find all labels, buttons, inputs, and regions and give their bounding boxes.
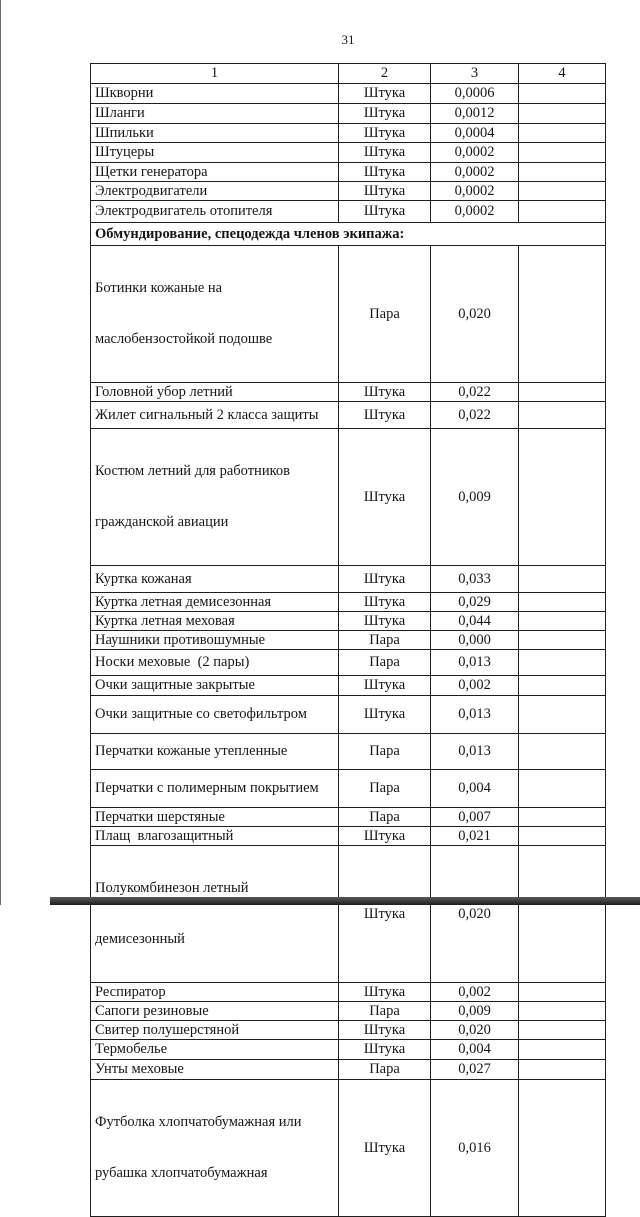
empty-cell <box>519 631 606 650</box>
item-name: Очки защитные закрытые <box>91 676 339 696</box>
norm-value: 0,0002 <box>431 182 519 201</box>
empty-cell <box>519 1040 606 1060</box>
item-name-line: рубашка хлопчатобумажная <box>95 1165 268 1181</box>
norm-value: 0,0006 <box>431 84 519 104</box>
table-row <box>91 402 606 429</box>
norms-table <box>90 63 606 1217</box>
empty-cell <box>519 846 606 983</box>
unit: Штука <box>339 1040 431 1060</box>
norm-value: 0,013 <box>431 650 519 676</box>
empty-cell <box>519 650 606 676</box>
empty-cell <box>519 1021 606 1040</box>
norm-value: 0,029 <box>431 593 519 612</box>
item-name: Электродвигатель отопителя <box>91 201 339 223</box>
item-name: Штуцеры <box>91 143 339 163</box>
table-row <box>91 383 606 402</box>
column-header-3: 3 <box>431 64 519 84</box>
unit: Пара <box>339 808 431 827</box>
item-name: Термобелье <box>91 1040 339 1060</box>
item-name <box>91 429 339 566</box>
norm-value: 0,027 <box>431 1060 519 1080</box>
unit: Пара <box>339 631 431 650</box>
unit: Штука <box>339 201 431 223</box>
empty-cell <box>519 1080 606 1217</box>
unit: Штука <box>339 104 431 124</box>
norm-value: 0,021 <box>431 827 519 846</box>
item-name-line: Полукомбинезон летный <box>95 880 249 896</box>
item-name-line: Футболка хлопчатобумажная или <box>95 1114 302 1130</box>
item-name-line: маслобензостойкой подошве <box>95 331 273 347</box>
table-row <box>91 84 606 104</box>
column-header-4: 4 <box>519 64 606 84</box>
table-row <box>91 201 606 223</box>
section-row <box>91 223 606 246</box>
empty-cell <box>519 612 606 631</box>
norm-value: 0,016 <box>431 1080 519 1217</box>
norm-value: 0,002 <box>431 676 519 696</box>
section-title: Обмундирование, спецодежда членов экипажа: <box>91 223 606 246</box>
table-row <box>91 429 606 566</box>
empty-cell <box>519 143 606 163</box>
item-name: Перчатки с полимерным покрытием <box>91 770 339 808</box>
empty-cell <box>519 1002 606 1021</box>
empty-cell <box>519 201 606 223</box>
norm-value: 0,002 <box>431 983 519 1002</box>
unit: Пара <box>339 1060 431 1080</box>
table-row <box>91 1021 606 1040</box>
item-name: Жилет сигнальный 2 класса защиты <box>91 402 339 429</box>
unit: Штука <box>339 846 431 983</box>
unit: Штука <box>339 429 431 566</box>
norm-value: 0,020 <box>431 1021 519 1040</box>
table-row <box>91 1040 606 1060</box>
unit: Штука <box>339 143 431 163</box>
unit: Штука <box>339 163 431 182</box>
item-name: Шланги <box>91 104 339 124</box>
header-row <box>91 64 606 84</box>
table-row <box>91 104 606 124</box>
item-name: Электродвигатели <box>91 182 339 201</box>
item-name-line: Ботинки кожаные на <box>95 280 223 296</box>
table-row <box>91 124 606 143</box>
unit: Штука <box>339 593 431 612</box>
item-name-line: гражданской авиации <box>95 514 229 530</box>
item-name: Плащ влагозащитный <box>91 827 339 846</box>
empty-cell <box>519 827 606 846</box>
empty-cell <box>519 808 606 827</box>
unit: Штука <box>339 402 431 429</box>
item-name: Наушники противошумные <box>91 631 339 650</box>
table-row <box>91 827 606 846</box>
table-row <box>91 734 606 770</box>
unit: Пара <box>339 246 431 383</box>
norm-value: 0,020 <box>431 846 519 983</box>
item-name: Шпильки <box>91 124 339 143</box>
page-number: 31 <box>341 32 355 47</box>
table-row <box>91 1080 606 1217</box>
unit: Штука <box>339 1021 431 1040</box>
unit: Пара <box>339 650 431 676</box>
item-name-line: Костюм летний для работников <box>95 463 290 479</box>
norm-value: 0,0012 <box>431 104 519 124</box>
scan-border-left <box>0 0 1 905</box>
norm-value: 0,013 <box>431 696 519 734</box>
unit: Штука <box>339 124 431 143</box>
table-row <box>91 1002 606 1021</box>
table-row <box>91 593 606 612</box>
table-row <box>91 846 606 983</box>
item-name: Головной убор летний <box>91 383 339 402</box>
unit: Штука <box>339 612 431 631</box>
norm-value: 0,007 <box>431 808 519 827</box>
norm-value: 0,020 <box>431 246 519 383</box>
table-row <box>91 612 606 631</box>
unit: Штука <box>339 84 431 104</box>
table-row <box>91 676 606 696</box>
item-name: Носки меховые (2 пары) <box>91 650 339 676</box>
unit: Пара <box>339 734 431 770</box>
empty-cell <box>519 429 606 566</box>
norm-value: 0,022 <box>431 402 519 429</box>
table-row <box>91 163 606 182</box>
item-name: Сапоги резиновые <box>91 1002 339 1021</box>
column-header-2: 2 <box>339 64 431 84</box>
empty-cell <box>519 84 606 104</box>
item-name: Унты меховые <box>91 1060 339 1080</box>
empty-cell <box>519 163 606 182</box>
item-name <box>91 1080 339 1217</box>
empty-cell <box>519 182 606 201</box>
scan-border-bottom <box>50 897 640 905</box>
empty-cell <box>519 1060 606 1080</box>
table-row <box>91 566 606 593</box>
empty-cell <box>519 593 606 612</box>
item-name <box>91 246 339 383</box>
unit: Пара <box>339 1002 431 1021</box>
unit: Штука <box>339 696 431 734</box>
norm-value: 0,009 <box>431 1002 519 1021</box>
empty-cell <box>519 696 606 734</box>
empty-cell <box>519 246 606 383</box>
empty-cell <box>519 676 606 696</box>
table-row <box>91 182 606 201</box>
unit: Штука <box>339 827 431 846</box>
unit: Штука <box>339 983 431 1002</box>
norm-value: 0,0002 <box>431 143 519 163</box>
item-name: Щетки генератора <box>91 163 339 182</box>
table-row <box>91 808 606 827</box>
table-row <box>91 143 606 163</box>
item-name: Перчатки кожаные утепленные <box>91 734 339 770</box>
item-name: Шкворни <box>91 84 339 104</box>
item-name: Куртка летная демисезонная <box>91 593 339 612</box>
item-name-line: демисезонный <box>95 931 185 947</box>
empty-cell <box>519 566 606 593</box>
item-name: Куртка летная меховая <box>91 612 339 631</box>
column-header-1: 1 <box>91 64 339 84</box>
table-row <box>91 650 606 676</box>
norm-value: 0,044 <box>431 612 519 631</box>
norm-value: 0,0002 <box>431 163 519 182</box>
norm-value: 0,022 <box>431 383 519 402</box>
empty-cell <box>519 734 606 770</box>
table-row <box>91 696 606 734</box>
empty-cell <box>519 983 606 1002</box>
item-name <box>91 846 339 983</box>
table-row <box>91 983 606 1002</box>
empty-cell <box>519 402 606 429</box>
norm-value: 0,000 <box>431 631 519 650</box>
table-row <box>91 1060 606 1080</box>
table-row <box>91 631 606 650</box>
norm-value: 0,0004 <box>431 124 519 143</box>
unit: Пара <box>339 770 431 808</box>
item-name: Куртка кожаная <box>91 566 339 593</box>
unit: Штука <box>339 676 431 696</box>
item-name: Респиратор <box>91 983 339 1002</box>
unit: Штука <box>339 1080 431 1217</box>
item-name: Очки защитные со светофильтром <box>91 696 339 734</box>
norm-value: 0,0002 <box>431 201 519 223</box>
unit: Штука <box>339 566 431 593</box>
norm-value: 0,013 <box>431 734 519 770</box>
unit: Штука <box>339 383 431 402</box>
empty-cell <box>519 104 606 124</box>
item-name: Перчатки шерстяные <box>91 808 339 827</box>
empty-cell <box>519 383 606 402</box>
table-row <box>91 246 606 383</box>
norm-value: 0,033 <box>431 566 519 593</box>
empty-cell <box>519 124 606 143</box>
norm-value: 0,004 <box>431 770 519 808</box>
norm-value: 0,004 <box>431 1040 519 1060</box>
unit: Штука <box>339 182 431 201</box>
empty-cell <box>519 770 606 808</box>
norm-value: 0,009 <box>431 429 519 566</box>
item-name: Свитер полушерстяной <box>91 1021 339 1040</box>
table-row <box>91 770 606 808</box>
